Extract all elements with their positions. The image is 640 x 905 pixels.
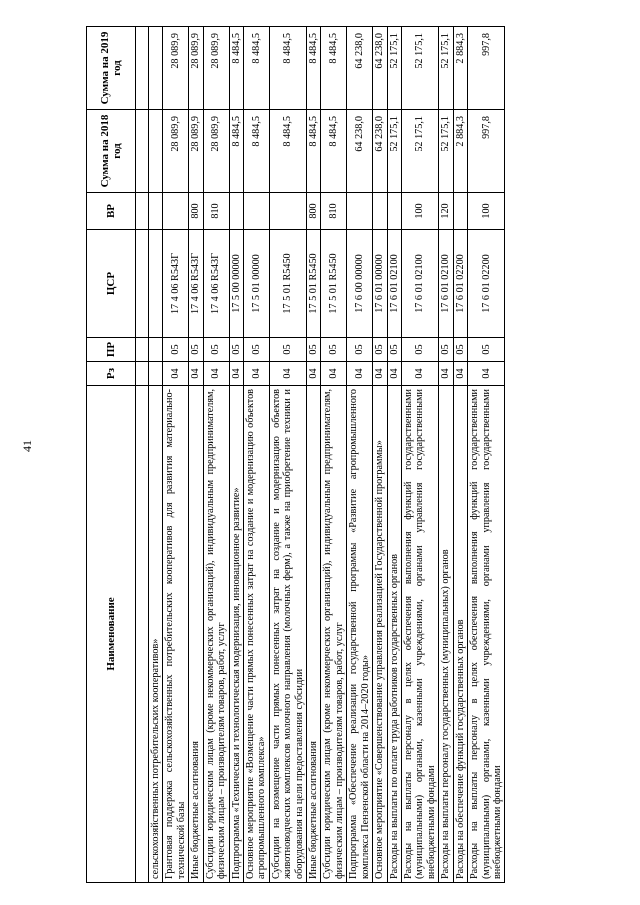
table-row	[163, 27, 189, 883]
table-row	[229, 27, 243, 883]
header-sum-2018: Сумма на 2018 год	[87, 110, 136, 193]
subheader-cell	[136, 230, 149, 338]
table-row	[373, 27, 387, 883]
cell-pr: 05	[347, 338, 373, 362]
header-vr: ВР	[87, 193, 136, 230]
cell-rz: 04	[373, 362, 387, 386]
subheader-cell	[136, 27, 149, 110]
cell-pr: 05	[468, 338, 505, 362]
cell-sum-2018: 28 089,9	[189, 110, 203, 193]
cell-sum-2018: 52 175,1	[439, 110, 453, 193]
cell-csr: 17 5 00 00000	[229, 230, 243, 338]
cell-vr	[243, 193, 269, 230]
cell-csr: 17 4 06 R543Г	[203, 230, 229, 338]
cell-name: Подпрограмма «Техническая и технологическая модернизация, инновационное развитие»	[229, 386, 243, 883]
cell-name: сельскохозяйственных потребительских кооперативов»	[149, 386, 163, 883]
cell-vr: 810	[203, 193, 229, 230]
cell-csr: 17 6 01 02100	[387, 230, 401, 338]
cell-csr: 17 4 06 R543Г	[163, 230, 189, 338]
table-header-row	[87, 27, 136, 883]
cell-pr: 05	[163, 338, 189, 362]
cell-pr: 05	[453, 338, 467, 362]
cell-pr: 05	[203, 338, 229, 362]
cell-rz: 04	[387, 362, 401, 386]
cell-pr: 05	[269, 338, 306, 362]
cell-csr	[149, 230, 163, 338]
cell-rz: 04	[468, 362, 505, 386]
cell-csr: 17 5 01 R5450	[269, 230, 306, 338]
cell-rz: 04	[307, 362, 321, 386]
header-rz: Рз	[87, 362, 136, 386]
cell-sum-2019: 28 089,9	[203, 27, 229, 110]
cell-sum-2019: 2 884,3	[453, 27, 467, 110]
table-row	[439, 27, 453, 883]
cell-name: Расходы на обеспечение функций государственных органов	[453, 386, 467, 883]
cell-name: Основное мероприятие «Возмещение части прямых понесенных затрат на создание и модернизацию объектов агропромышленного комплекса»	[243, 386, 269, 883]
cell-pr: 05	[307, 338, 321, 362]
cell-vr	[149, 193, 163, 230]
cell-rz: 04	[439, 362, 453, 386]
subheader-cell	[136, 362, 149, 386]
cell-sum-2019: 8 484,5	[307, 27, 321, 110]
cell-sum-2019: 52 175,1	[439, 27, 453, 110]
cell-sum-2019: 8 484,5	[321, 27, 347, 110]
cell-rz: 04	[229, 362, 243, 386]
cell-rz: 04	[347, 362, 373, 386]
table-subheader-row	[136, 27, 149, 883]
cell-vr	[269, 193, 306, 230]
cell-sum-2018: 28 089,9	[163, 110, 189, 193]
cell-sum-2018: 2 884,3	[453, 110, 467, 193]
cell-sum-2018: 8 484,5	[229, 110, 243, 193]
cell-vr	[373, 193, 387, 230]
budget-table	[86, 26, 505, 883]
cell-vr: 810	[321, 193, 347, 230]
cell-sum-2019	[149, 27, 163, 110]
cell-name: Иные бюджетные ассигнования	[307, 386, 321, 883]
cell-sum-2018: 8 484,5	[321, 110, 347, 193]
page-number: 41	[20, 440, 34, 452]
cell-sum-2019: 8 484,5	[269, 27, 306, 110]
cell-sum-2018: 997,8	[468, 110, 505, 193]
cell-vr	[387, 193, 401, 230]
cell-sum-2018: 52 175,1	[387, 110, 401, 193]
cell-name: Иные бюджетные ассигнования	[189, 386, 203, 883]
budget-table-container	[86, 27, 640, 883]
cell-rz: 04	[269, 362, 306, 386]
cell-sum-2019: 28 089,9	[163, 27, 189, 110]
cell-sum-2018: 8 484,5	[243, 110, 269, 193]
table-row	[468, 27, 505, 883]
subheader-cell	[136, 338, 149, 362]
cell-csr: 17 6 01 02100	[439, 230, 453, 338]
cell-sum-2019: 997,8	[468, 27, 505, 110]
cell-pr: 05	[402, 338, 439, 362]
cell-pr: 05	[321, 338, 347, 362]
cell-name: Грантовая поддержка сельскохозяйственных потребительских кооперативов для развития материально-технической базы	[163, 386, 189, 883]
cell-sum-2018: 8 484,5	[307, 110, 321, 193]
subheader-cell	[136, 193, 149, 230]
table-row	[402, 27, 439, 883]
table-row	[269, 27, 306, 883]
table-row	[203, 27, 229, 883]
cell-csr: 17 6 01 02200	[468, 230, 505, 338]
cell-name: Расходы на выплаты персоналу в целях обеспечения выполнения функций государственными (муниципальными) органами, казенными учреждениями, органами управления государственными внебюджетными фондами	[402, 386, 439, 883]
table-row	[453, 27, 467, 883]
cell-pr: 05	[189, 338, 203, 362]
cell-vr: 800	[189, 193, 203, 230]
cell-name: Расходы на выплаты персоналу в целях обеспечения выполнения функций государственными (муниципальными) органами, казенными учреждениями, органами управления государственными внебюджетными фондами	[468, 386, 505, 883]
cell-sum-2018: 52 175,1	[402, 110, 439, 193]
cell-csr: 17 6 01 00000	[373, 230, 387, 338]
cell-csr: 17 5 01 R5450	[307, 230, 321, 338]
cell-name: Субсидии юридическим лицам (кроме некоммерческих организаций), индивидуальным предпринимателям, физическим лицам – производителям товаров, работ, услуг	[203, 386, 229, 883]
header-csr: ЦСР	[87, 230, 136, 338]
cell-rz: 04	[453, 362, 467, 386]
table-row	[307, 27, 321, 883]
table-row	[321, 27, 347, 883]
cell-vr: 120	[439, 193, 453, 230]
cell-name: Основное мероприятие «Совершенствование управления реализацией Государственной программы»	[373, 386, 387, 883]
cell-pr: 05	[373, 338, 387, 362]
cell-sum-2019: 64 238,0	[347, 27, 373, 110]
cell-rz: 04	[163, 362, 189, 386]
cell-rz: 04	[402, 362, 439, 386]
table-row	[189, 27, 203, 883]
cell-rz: 04	[203, 362, 229, 386]
cell-pr	[149, 338, 163, 362]
header-name: Наименование	[87, 386, 136, 883]
cell-vr: 100	[468, 193, 505, 230]
cell-csr: 17 6 01 02200	[453, 230, 467, 338]
cell-csr: 17 5 01 R5450	[321, 230, 347, 338]
cell-name: Субсидии на возмещение части прямых понесенных затрат на создание и модернизацию объектов животноводческих комплексов молочного направления (молочных ферм), а также на приобретение техники и оборудования на цели предоставления субсидии	[269, 386, 306, 883]
cell-rz	[149, 362, 163, 386]
cell-csr: 17 6 00 00000	[347, 230, 373, 338]
cell-sum-2019: 64 238,0	[373, 27, 387, 110]
cell-sum-2019: 8 484,5	[243, 27, 269, 110]
cell-rz: 04	[321, 362, 347, 386]
cell-rz: 04	[189, 362, 203, 386]
cell-csr: 17 5 01 00000	[243, 230, 269, 338]
cell-vr	[163, 193, 189, 230]
cell-name: Расходы на выплаты персоналу государственных (муниципальных) органов	[439, 386, 453, 883]
cell-vr	[229, 193, 243, 230]
subheader-cell	[136, 110, 149, 193]
table-row	[347, 27, 373, 883]
cell-sum-2019: 28 089,9	[189, 27, 203, 110]
cell-pr: 05	[387, 338, 401, 362]
cell-vr: 100	[402, 193, 439, 230]
cell-rz: 04	[243, 362, 269, 386]
cell-sum-2019: 8 484,5	[229, 27, 243, 110]
cell-csr: 17 6 01 02100	[402, 230, 439, 338]
cell-sum-2019: 52 175,1	[387, 27, 401, 110]
table-row	[387, 27, 401, 883]
cell-vr	[453, 193, 467, 230]
subheader-cell	[136, 386, 149, 883]
table-row	[149, 27, 163, 883]
cell-vr: 800	[307, 193, 321, 230]
cell-sum-2018: 8 484,5	[269, 110, 306, 193]
header-pr: ПР	[87, 338, 136, 362]
cell-pr: 05	[439, 338, 453, 362]
cell-sum-2018: 64 238,0	[373, 110, 387, 193]
cell-sum-2018: 28 089,9	[203, 110, 229, 193]
cell-pr: 05	[229, 338, 243, 362]
cell-sum-2018	[149, 110, 163, 193]
cell-sum-2019: 52 175,1	[402, 27, 439, 110]
cell-pr: 05	[243, 338, 269, 362]
cell-sum-2018: 64 238,0	[347, 110, 373, 193]
cell-name: Расходы на выплаты по оплате труда работников государственных органов	[387, 386, 401, 883]
cell-vr	[347, 193, 373, 230]
cell-name: Субсидии юридическим лицам (кроме некоммерческих организаций), индивидуальным предпринимателям, физическим лицам – производителям товаров, работ, услуг	[321, 386, 347, 883]
cell-csr: 17 4 06 R543Г	[189, 230, 203, 338]
cell-name: Подпрограмма «Обеспечение реализации государственной программы «Развитие агропромышленного комплекса Пензенской области на 2014–2020 годы»	[347, 386, 373, 883]
table-row	[243, 27, 269, 883]
header-sum-2019: Сумма на 2019 год	[87, 27, 136, 110]
